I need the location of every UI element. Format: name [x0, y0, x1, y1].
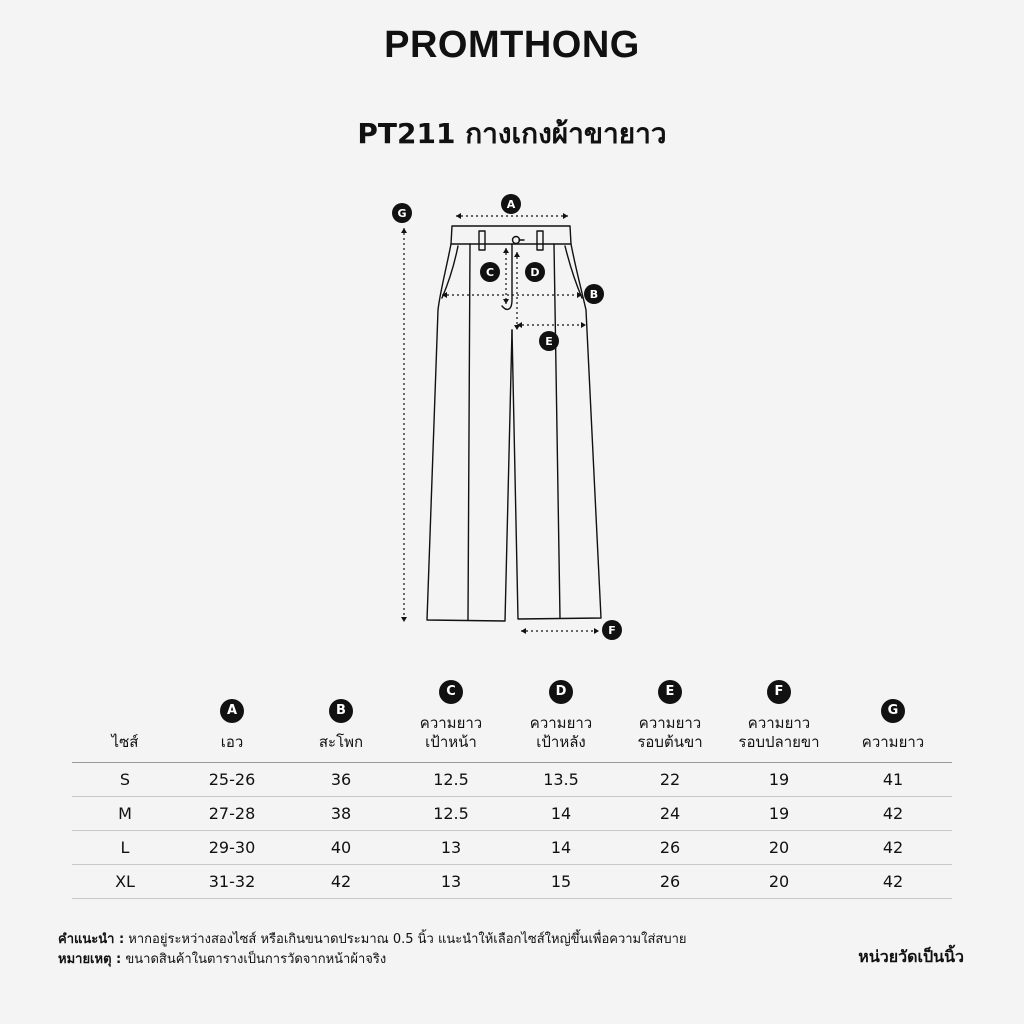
svg-text:A: A: [506, 198, 516, 211]
table-row: [72, 763, 952, 797]
value-cell: 36: [330, 770, 352, 789]
advice-text: หากอยู่ระหว่างสองไซส์ หรือเกินขนาดประมาณ 0.5 นิ้ว แนะนำให้เลือกไซส์ใหญ่ขึ้นเพื่อความใส่สบาย: [128, 932, 687, 947]
table-header-row: [72, 680, 952, 763]
badge-e: E: [658, 680, 682, 704]
header-d: D ความยาว เป้าหลัง: [506, 680, 616, 763]
value-cell: 41: [882, 770, 904, 789]
value-cell: 12.5: [433, 770, 469, 789]
svg-text:D: D: [530, 266, 540, 279]
value-cell: 14: [550, 838, 572, 857]
value-cell: 14: [550, 804, 572, 823]
value-cell: 24: [659, 804, 681, 823]
svg-text:C: C: [485, 266, 495, 279]
header-b: B สะโพก: [286, 680, 396, 763]
value-cell: 13: [440, 872, 462, 891]
belt-loop-right: [537, 231, 543, 250]
svg-text:G: G: [397, 207, 407, 220]
svg-text:B: B: [589, 288, 599, 301]
remark-line: [58, 950, 687, 970]
table-row: [72, 831, 952, 865]
badge-c: C: [439, 680, 463, 704]
value-cell: 38: [330, 804, 352, 823]
size-cell: S: [119, 770, 131, 789]
value-cell: 40: [330, 838, 352, 857]
notes-block: [58, 930, 687, 970]
header-a: A เอว: [178, 680, 286, 763]
header-c: C ความยาว เป้าหน้า: [396, 680, 506, 763]
value-cell: 27-28: [208, 804, 256, 823]
header-e: E ความยาว รอบต้นขา: [616, 680, 724, 763]
table-row: [72, 865, 952, 899]
badge-b: B: [329, 699, 353, 723]
badge-a: A: [220, 699, 244, 723]
value-cell: 25-26: [208, 770, 256, 789]
label-f-badge: [602, 620, 622, 640]
value-cell: 26: [659, 838, 681, 857]
size-cell: XL: [115, 872, 135, 891]
unit-note: หน่วยวัดเป็นนิ้ว: [858, 947, 964, 966]
product-title: PT211 กางเกงผ้าขายาว: [357, 117, 667, 150]
value-cell: 42: [882, 872, 904, 891]
advice-label: คำแนะนำ :: [58, 932, 125, 947]
remark-text: ขนาดสินค้าในตารางเป็นการวัดจากหน้าผ้าจริง: [125, 952, 387, 967]
svg-text:F: F: [608, 624, 616, 637]
label-a-badge: [501, 194, 521, 214]
label-g-badge: [392, 203, 412, 223]
waistband: [451, 226, 571, 244]
label-e-badge: [539, 331, 559, 351]
value-cell: 19: [768, 770, 790, 789]
belt-loop-left: [479, 231, 485, 250]
value-cell: 42: [330, 872, 352, 891]
value-cell: 19: [768, 804, 790, 823]
value-cell: 29-30: [208, 838, 256, 857]
remark-label: หมายเหตุ :: [58, 952, 122, 967]
size-cell: L: [120, 838, 130, 857]
brand-logo: PROMTHONG: [384, 24, 640, 66]
badge-f: F: [767, 680, 791, 704]
crease-left: [468, 244, 470, 620]
label-c-badge: [480, 262, 500, 282]
badge-d: D: [549, 680, 573, 704]
value-cell: 15: [550, 872, 572, 891]
crease-right: [554, 244, 560, 618]
value-cell: 13: [440, 838, 462, 857]
value-cell: 31-32: [208, 872, 256, 891]
header-g: G ความยาว: [834, 680, 952, 763]
table-row: [72, 797, 952, 831]
size-cell: M: [118, 804, 132, 823]
header-size: ไซส์: [111, 733, 139, 751]
pocket-left: [442, 246, 458, 298]
size-chart-table: [72, 680, 952, 899]
value-cell: 20: [768, 838, 790, 857]
value-cell: 26: [659, 872, 681, 891]
label-d-badge: [525, 262, 545, 282]
value-cell: 20: [768, 872, 790, 891]
value-cell: 22: [659, 770, 681, 789]
header-f: F ความยาว รอบปลายขา: [724, 680, 834, 763]
advice-line: [58, 930, 687, 950]
svg-text:E: E: [545, 335, 553, 348]
badge-g: G: [881, 699, 905, 723]
value-cell: 13.5: [543, 770, 579, 789]
value-cell: 42: [882, 838, 904, 857]
label-b-badge: [584, 284, 604, 304]
value-cell: 12.5: [433, 804, 469, 823]
value-cell: 42: [882, 804, 904, 823]
